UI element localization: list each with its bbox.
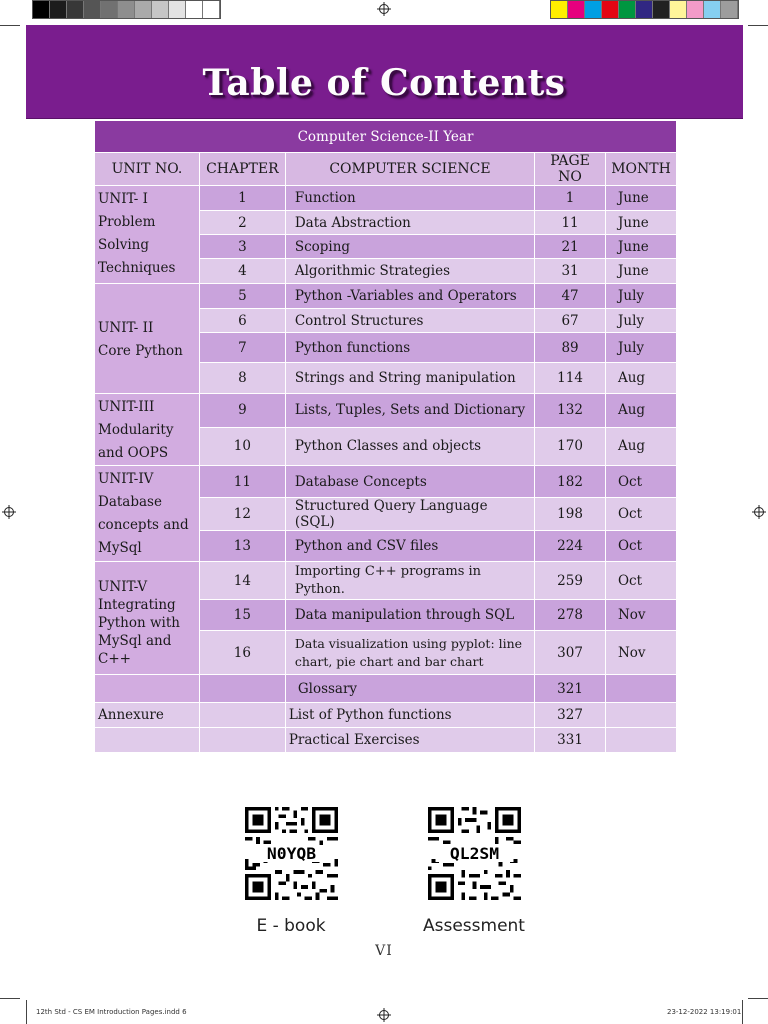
page-number: 11 — [535, 211, 606, 235]
chapter-number: 10 — [199, 427, 285, 465]
chapter-number: 13 — [199, 531, 285, 562]
file-slug: 12th Std - CS EM Introduction Pages.indd 6 — [36, 1008, 187, 1016]
column-header-title: COMPUTER SCIENCE — [285, 153, 534, 186]
chapter-title: Glossary — [285, 675, 534, 703]
chapter-number: 3 — [199, 235, 285, 259]
table-row — [95, 703, 677, 728]
toc-table-container — [94, 120, 677, 753]
table-row — [95, 284, 677, 309]
chapter-number: 6 — [199, 309, 285, 333]
page-number: 198 — [535, 498, 606, 531]
page-number: 47 — [535, 284, 606, 309]
crop-mark — [26, 1000, 27, 1024]
table-row — [95, 728, 677, 753]
table-row — [95, 394, 677, 428]
column-header-unit: UNIT NO. — [95, 153, 200, 186]
chapter-title: Python functions — [285, 333, 534, 363]
month: June — [605, 211, 676, 235]
crop-mark — [0, 25, 20, 26]
month: Aug — [605, 394, 676, 428]
unit-label: UNIT-III Modularity and OOPS — [95, 394, 200, 466]
chapter-title: Scoping — [285, 235, 534, 259]
registration-mark-icon — [377, 2, 391, 16]
chapter-number: 4 — [199, 259, 285, 284]
chapter-number: 5 — [199, 284, 285, 309]
chapter-title: Python Classes and objects — [285, 427, 534, 465]
chapter-title: Lists, Tuples, Sets and Dictionary — [285, 394, 534, 428]
chapter-title: List of Python functions — [285, 703, 534, 728]
chapter-number — [199, 728, 285, 753]
month: Aug — [605, 363, 676, 394]
chapter-number: 15 — [199, 600, 285, 631]
chapter-title: Algorithmic Strategies — [285, 259, 534, 284]
month — [605, 703, 676, 728]
crop-mark — [748, 998, 768, 999]
chapter-number — [199, 675, 285, 703]
month — [605, 675, 676, 703]
page-number: 67 — [535, 309, 606, 333]
table-row — [95, 186, 677, 211]
chapter-title: Data manipulation through SQL — [285, 600, 534, 631]
month: June — [605, 186, 676, 211]
chapter-title: Control Structures — [285, 309, 534, 333]
qr-code-icon — [245, 807, 338, 900]
unit-label: UNIT- II Core Python — [95, 284, 200, 394]
toc-table — [94, 120, 677, 753]
chapter-title: Python and CSV files — [285, 531, 534, 562]
chapter-title: Data Abstraction — [285, 211, 534, 235]
page-number: 89 — [535, 333, 606, 363]
registration-mark-icon — [377, 1008, 391, 1022]
crop-mark — [748, 25, 768, 26]
unit-label — [95, 728, 200, 753]
page-number-footer: VI — [375, 943, 393, 959]
page-number: 224 — [535, 531, 606, 562]
chapter-title: Importing C++ programs in Python. — [285, 562, 534, 600]
chapter-title: Practical Exercises — [285, 728, 534, 753]
page-number: 307 — [535, 631, 606, 675]
chapter-number: 11 — [199, 466, 285, 498]
page-number: 21 — [535, 235, 606, 259]
chapter-title: Function — [285, 186, 534, 211]
month — [605, 728, 676, 753]
chapter-number: 2 — [199, 211, 285, 235]
month: June — [605, 259, 676, 284]
print-grayscale-bar — [32, 0, 221, 19]
month: Nov — [605, 600, 676, 631]
chapter-title: Database Concepts — [285, 466, 534, 498]
table-row — [95, 675, 677, 703]
table-row — [95, 562, 677, 600]
page-number: 31 — [535, 259, 606, 284]
ebook-qr-code[interactable] — [245, 807, 338, 900]
page-number: 1 — [535, 186, 606, 211]
crop-mark — [742, 1000, 743, 1024]
page-number: 327 — [535, 703, 606, 728]
month: Aug — [605, 427, 676, 465]
month: July — [605, 284, 676, 309]
page-number: 132 — [535, 394, 606, 428]
month: July — [605, 309, 676, 333]
page-number: 321 — [535, 675, 606, 703]
table-caption: Computer Science-II Year — [95, 121, 677, 153]
unit-label — [95, 675, 200, 703]
unit-label: Annexure — [95, 703, 200, 728]
chapter-number: 8 — [199, 363, 285, 394]
qr-code-text: QL2SM — [449, 844, 500, 864]
page-number: 331 — [535, 728, 606, 753]
unit-label: UNIT-IV Database concepts and MySql — [95, 466, 200, 562]
print-color-bar — [550, 0, 739, 19]
page-number: 114 — [535, 363, 606, 394]
unit-label: UNIT-V Integrating Python with MySql and C++ — [95, 562, 200, 675]
month: Oct — [605, 531, 676, 562]
page-title: Table of Contents — [202, 62, 566, 104]
qr-code-icon — [428, 807, 521, 900]
timestamp-slug: 23-12-2022 13:19:01 — [667, 1008, 742, 1016]
chapter-title: Structured Query Language (SQL) — [285, 498, 534, 531]
unit-label: UNIT- I Problem Solving Techniques — [95, 186, 200, 284]
chapter-title: Data visualization using pyplot: line chart, pie chart and bar chart — [285, 631, 534, 675]
chapter-number: 9 — [199, 394, 285, 428]
page-number: 259 — [535, 562, 606, 600]
chapter-number: 16 — [199, 631, 285, 675]
chapter-title: Strings and String manipulation — [285, 363, 534, 394]
chapter-number: 7 — [199, 333, 285, 363]
table-row — [95, 466, 677, 498]
registration-mark-icon — [2, 505, 16, 519]
assessment-label: Assessment — [423, 916, 525, 936]
chapter-number: 1 — [199, 186, 285, 211]
month: Oct — [605, 562, 676, 600]
chapter-number: 12 — [199, 498, 285, 531]
page-number: 170 — [535, 427, 606, 465]
page-number: 278 — [535, 600, 606, 631]
month: July — [605, 333, 676, 363]
column-header-page: PAGE NO — [535, 153, 606, 186]
month: June — [605, 235, 676, 259]
qr-code-text: N0YQB — [266, 844, 317, 864]
chapter-title: Python -Variables and Operators — [285, 284, 534, 309]
crop-mark — [0, 998, 20, 999]
registration-mark-icon — [752, 505, 766, 519]
column-header-chapter: CHAPTER — [199, 153, 285, 186]
column-header-month: MONTH — [605, 153, 676, 186]
ebook-label: E - book — [256, 916, 326, 936]
page-number: 182 — [535, 466, 606, 498]
month: Nov — [605, 631, 676, 675]
month: Oct — [605, 498, 676, 531]
assessment-qr-code[interactable] — [428, 807, 521, 900]
month: Oct — [605, 466, 676, 498]
chapter-number: 14 — [199, 562, 285, 600]
chapter-number — [199, 703, 285, 728]
